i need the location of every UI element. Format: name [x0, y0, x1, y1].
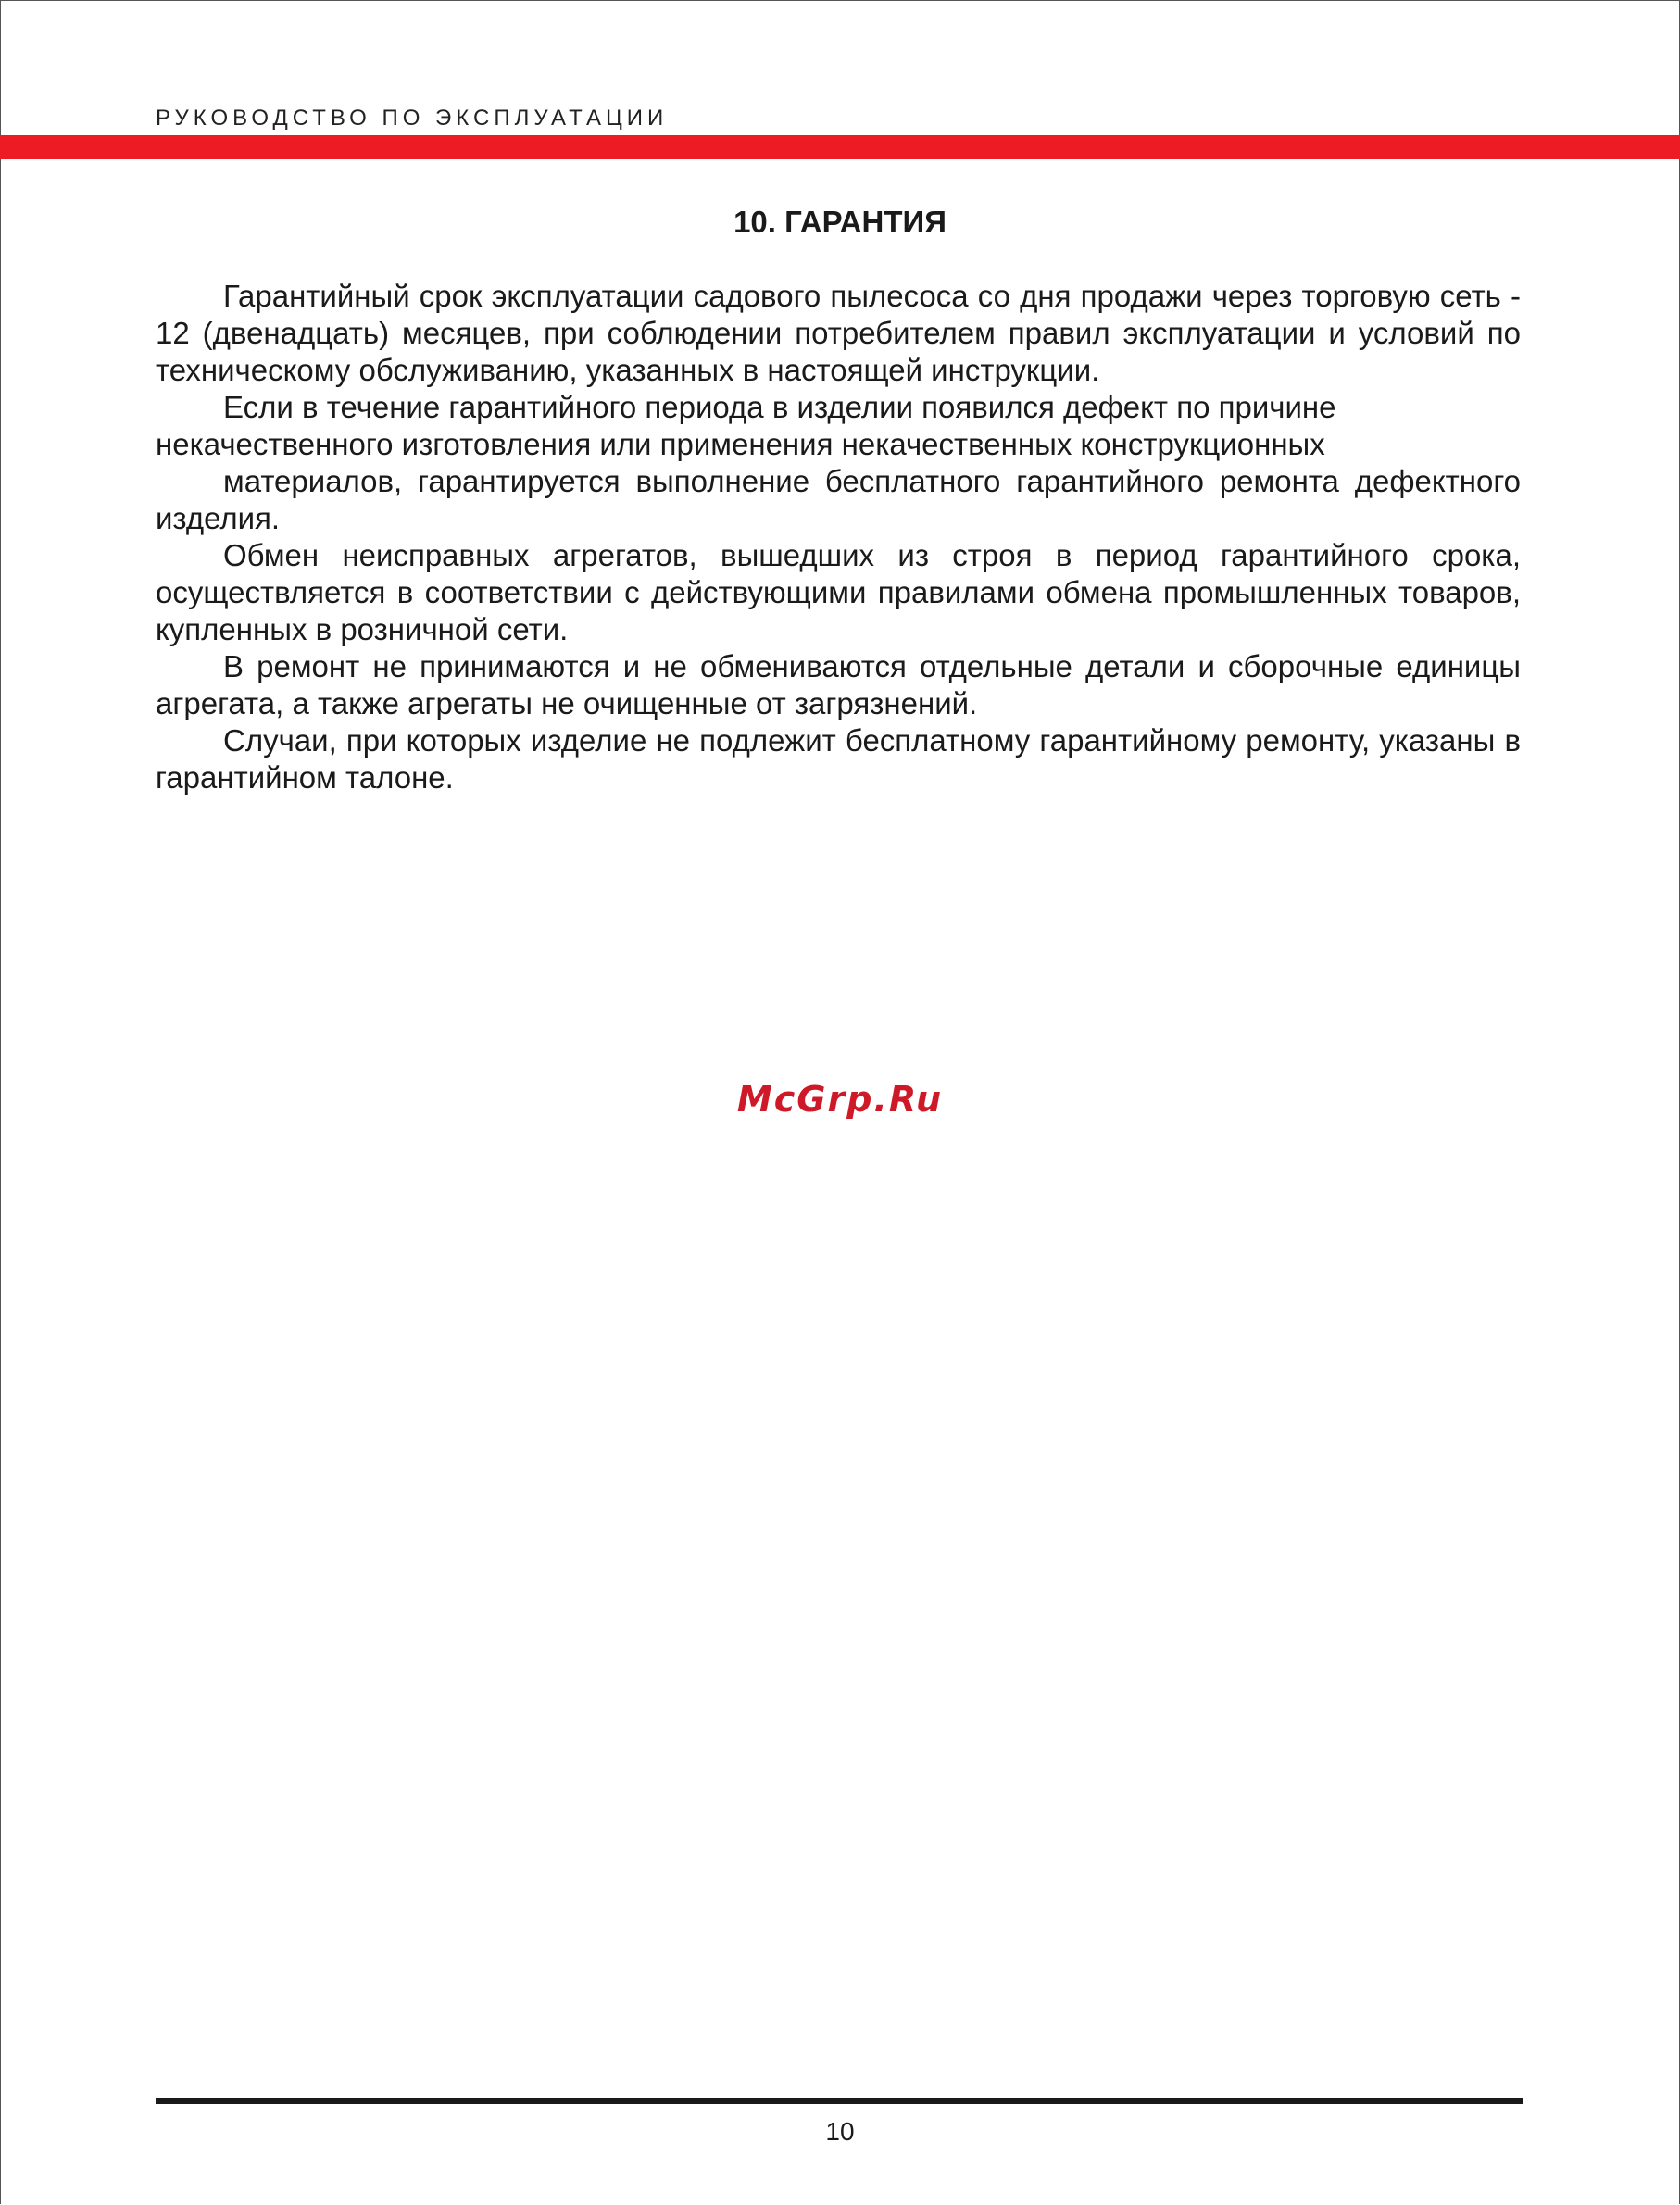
- paragraph-not-accepted: В ремонт не принимаются и не обмениваются отдельные детали и сборочные единицы агрегата, а также агрегаты не очищенные от загрязнений.: [156, 649, 1521, 720]
- header-red-band: [0, 135, 1680, 159]
- running-header: РУКОВОДСТВО ПО ЭКСПЛУАТАЦИИ: [156, 106, 669, 131]
- paragraph-exclusions: Случаи, при которых изделие не подлежит бесплатному гарантийному ремонту, указаны в гарантийном талоне.: [156, 723, 1521, 795]
- paragraph-defect: Если в течение гарантийного периода в изделии появился дефект по причине некачественного изготовления или применения некачественных конструкционных: [156, 390, 1336, 461]
- footer-rule: [156, 2098, 1523, 2104]
- section-body: [156, 278, 1521, 796]
- watermark-logo: McGrp.Ru: [736, 1079, 944, 1120]
- paragraph-warranty-period: Гарантийный срок эксплуатации садового пылесоса со дня продажи через торговую сеть - 12 (двенадцать) месяцев, при соблюдении потребителем правил эксплуатации и условий по техническому обслуживанию, указанных в настоящей инструкции.: [156, 279, 1521, 387]
- section-title: 10. ГАРАНТИЯ: [733, 205, 947, 239]
- page-number: 10: [825, 2117, 855, 2146]
- paragraph-free-repair: материалов, гарантируется выполнение бесплатного гарантийного ремонта дефектного изделия.: [156, 464, 1521, 535]
- paragraph-exchange: Обмен неисправных агрегатов, вышедших из строя в период гарантийного срока, осуществляется в соответствии с действующими правилами обмена промышленных товаров, купленных в розничной сети.: [156, 538, 1521, 646]
